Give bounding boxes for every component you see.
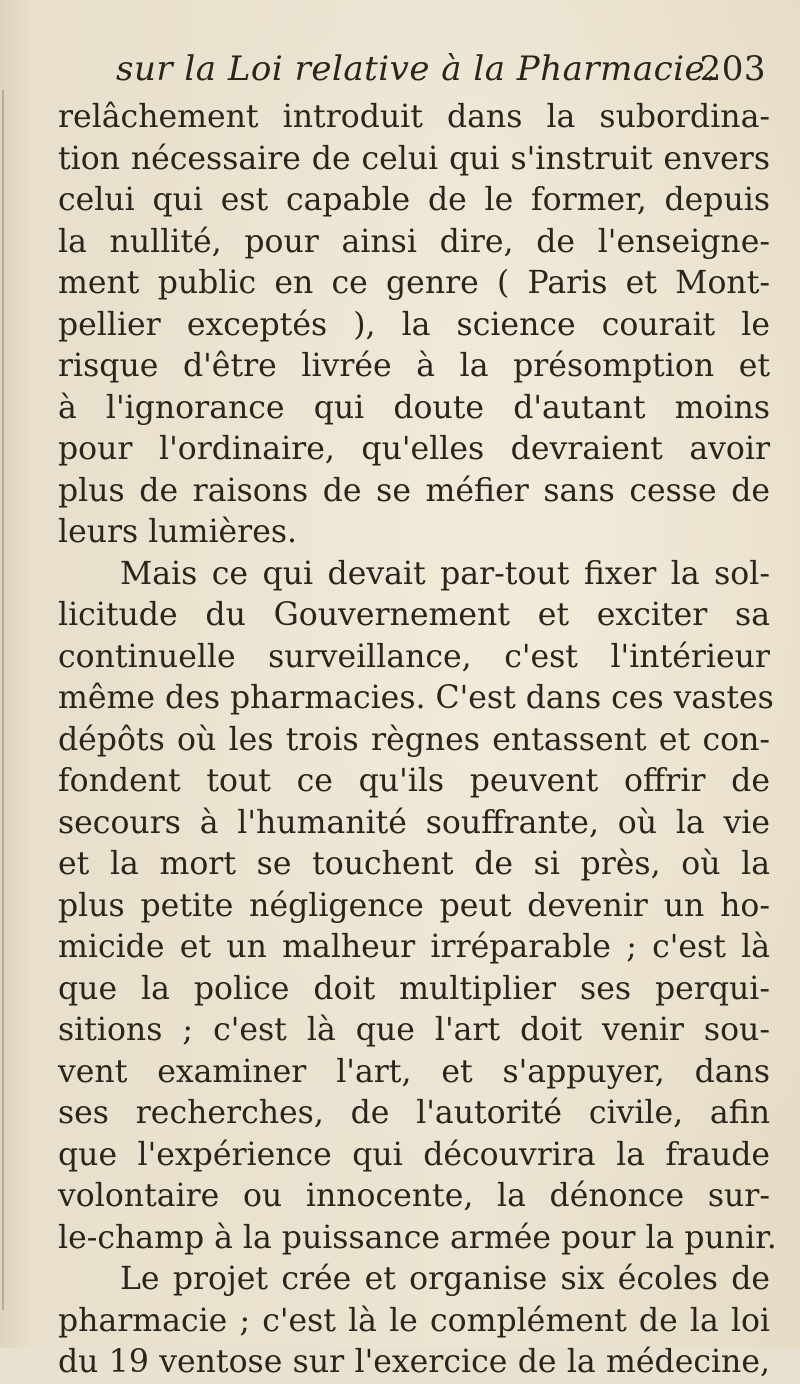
text-line: secours à l'humanité souffrante, où la vie	[58, 804, 770, 841]
text-line: vent examiner l'art, et s'appuyer, dans	[58, 1053, 770, 1090]
paragraph-end-line: leurs lumières.	[58, 514, 298, 550]
text-line: ses recherches, de l'autorité civile, afin	[58, 1095, 770, 1131]
text-line: à l'ignorance qui doute d'autant moins	[58, 389, 770, 426]
running-head-title: sur la Loi relative à la Pharmacie.	[116, 49, 717, 89]
text-line: plus petite négligence peut devenir un ho-	[58, 887, 770, 924]
text-line: micide et un malheur irréparable ; c'est là	[58, 929, 770, 965]
text-line: et la mort se touchent de si près, où la	[58, 846, 770, 882]
text-line: que la police doit multiplier ses perqui-	[58, 970, 770, 1007]
text-line: sitions ; c'est là que l'art doit venir sou-	[58, 1012, 770, 1048]
text-line: pellier exceptés ), la science courait le	[58, 306, 770, 343]
page-gutter-edge	[2, 90, 4, 1310]
text-line: plus de raisons de se méfier sans cesse de	[58, 472, 770, 509]
paragraph-start-line: Mais ce qui devait par-tout fixer la sol-	[120, 555, 770, 592]
text-line: pour l'ordinaire, qu'elles devraient avoir	[58, 431, 770, 467]
text-line: pharmacie ; c'est là le complément de la loi	[58, 1302, 770, 1339]
text-line: risque d'être livrée à la présomption et	[58, 348, 770, 384]
text-line: licitude du Gouvernement et exciter sa	[58, 597, 770, 633]
text-line: dépôts où les trois règnes entassent et con-	[58, 721, 770, 758]
text-line: relâchement introduit dans la subordina-	[58, 99, 770, 135]
text-line: volontaire ou innocente, la dénonce sur-	[58, 1178, 770, 1214]
paragraph-end-line: le-champ à la puissance armée pour la punir.	[58, 1219, 777, 1256]
text-line: du 19 ventose sur l'exercice de la médecine,	[58, 1344, 770, 1380]
text-line: fondent tout ce qu'ils peuvent offrir de	[58, 763, 770, 799]
paragraph-start-line: Le projet crée et organise six écoles de	[120, 1261, 770, 1297]
running-head	[116, 44, 766, 94]
page-number: 203	[699, 49, 766, 89]
body-text	[58, 97, 777, 1384]
text-line: tion nécessaire de celui qui s'instruit envers	[58, 140, 770, 177]
text-line: la nullité, pour ainsi dire, de l'enseigne-	[58, 223, 770, 260]
text-line: que l'expérience qui découvrira la fraude	[58, 1136, 770, 1173]
text-line: même des pharmacies. C'est dans ces vastes	[58, 680, 774, 716]
text-line: celui qui est capable de le former, depuis	[58, 182, 770, 218]
text-line: ment public en ce genre ( Paris et Mont-	[58, 265, 770, 301]
text-line: continuelle surveillance, c'est l'intérieur	[58, 638, 770, 675]
